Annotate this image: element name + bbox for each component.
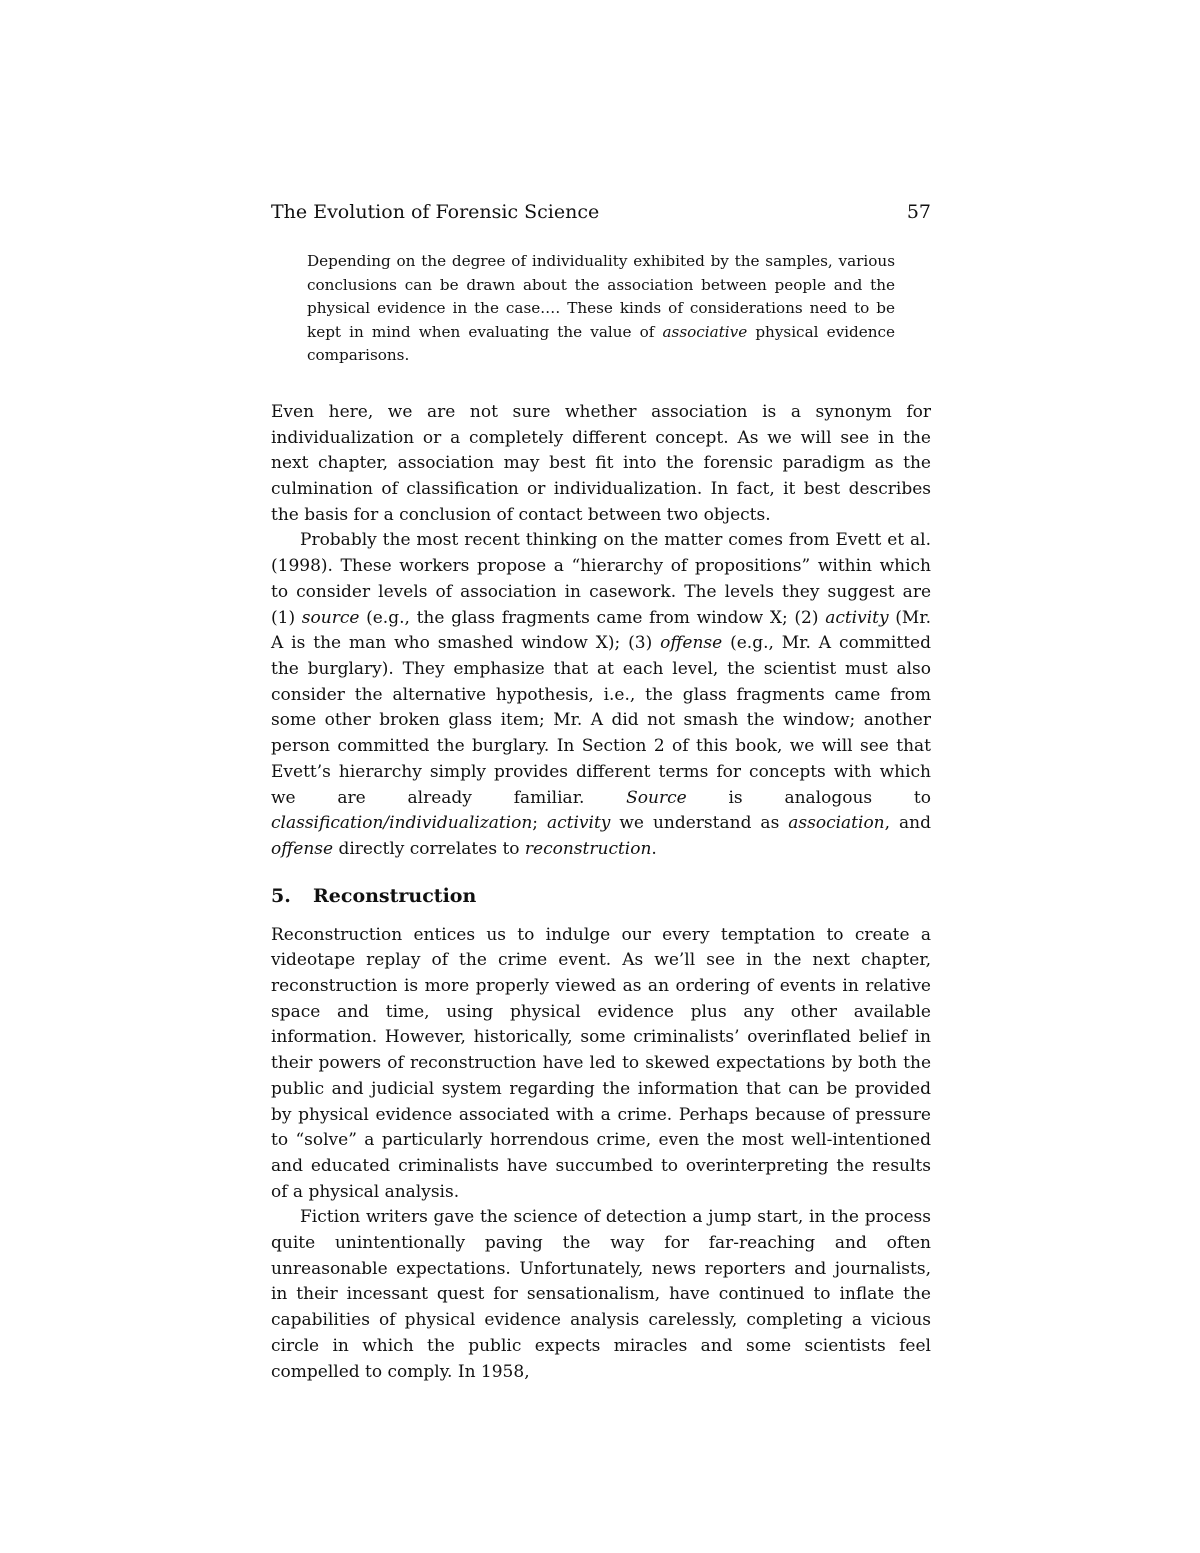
book-page: [271, 196, 931, 1385]
para2-emphasis: source: [301, 607, 360, 628]
para2-text: ;: [532, 813, 547, 834]
para2-emphasis: classification/individualization: [271, 813, 533, 834]
para2-text: we understand as: [610, 813, 789, 834]
body-paragraph-2: [271, 528, 931, 862]
running-header: [271, 196, 931, 228]
body-paragraph-3: Reconstruction entices us to indulge our every temptation to create a videotape replay of the crime event. As we’ll see in the next chapter, reconstruction is more properly viewed as an ordering of events in relative space and time, using physical evidence plus any other available information. However, historically, some criminalists’ overinflated belief in their powers of reconstruction have led to skewed expectations by both the public and judicial system regarding the information that can be provided by physical evidence associated with a crime. Perhaps because of pressure to “solve” a particularly horrendous crime, even the most well-intentioned and educated criminalists have succumbed to overinterpreting the results of a physical analysis.: [271, 924, 931, 1202]
para2-text: (Mr. A is the man who smashed window X); (3): [271, 607, 931, 654]
para2-emphasis: association: [788, 813, 885, 834]
para2-text: .: [651, 838, 657, 859]
body-paragraph-1: Even here, we are not sure whether association is a synonym for individualization or a completely different concept. As we will see in the next chapter, association may best fit into the forensic paradigm as the culmination of classification or individualization. In fact, it best describes the basis for a conclusion of contact between two objects.: [271, 401, 931, 525]
quote-text: Depending on the degree of individuality exhibited by the samples, various conclusions can be drawn about the association between people and the physical evidence in the case.… These kinds of considerations need to be kept in mind when evaluating the value of: [307, 252, 895, 341]
para2-text: directly correlates to: [333, 838, 525, 859]
body-paragraph-4: Fiction writers gave the science of detection a jump start, in the process quite unintentionally paving the way for far-reaching and often unreasonable expectations. Unfortunately, news reporters and journalists, in their incessant quest for sensationalism, have continued to inflate the capabilities of physical evidence analysis carelessly, completing a vicious circle in which the public expects miracles and some scientists feel compelled to comply. In 1958,: [271, 1207, 931, 1382]
para2-text: (e.g., Mr. A committed the burglary). They emphasize that at each level, the scientist must also consider the alternative hypothesis, i.e., the glass fragments came from some other broken glass item; Mr. A did not smash the window; another person committed the burglary. In Section 2 of this book, we will see that Evett’s hierarchy simply provides different terms for concepts with which we are already familiar.: [271, 633, 931, 808]
para2-emphasis: activity: [825, 607, 889, 628]
para2-text: Probably the most recent thinking on the matter comes from Evett et al. (1998). These workers propose a “hierarchy of propositions” within which to consider levels of association in casework. The levels they suggest are (1): [271, 530, 931, 628]
para2-emphasis: offense: [660, 633, 723, 654]
para2-emphasis: activity: [547, 813, 611, 834]
para2-text: (e.g., the glass fragments came from window X; (2): [359, 607, 826, 628]
section-number: 5.: [271, 884, 291, 907]
para2-emphasis: offense: [271, 838, 334, 859]
section-heading: [271, 883, 931, 909]
para2-text: , and: [884, 813, 931, 834]
quote-text-end: physical evidence comparisons.: [307, 322, 895, 365]
page-number: 57: [906, 201, 931, 223]
para2-text: is analogous to: [686, 787, 931, 808]
para2-emphasis: Source: [626, 787, 687, 808]
running-title: The Evolution of Forensic Science: [271, 201, 600, 223]
block-quote: [307, 250, 895, 368]
section-title: Reconstruction: [313, 884, 477, 907]
quote-emphasis: associative: [662, 322, 748, 341]
para2-emphasis: reconstruction: [524, 838, 652, 859]
